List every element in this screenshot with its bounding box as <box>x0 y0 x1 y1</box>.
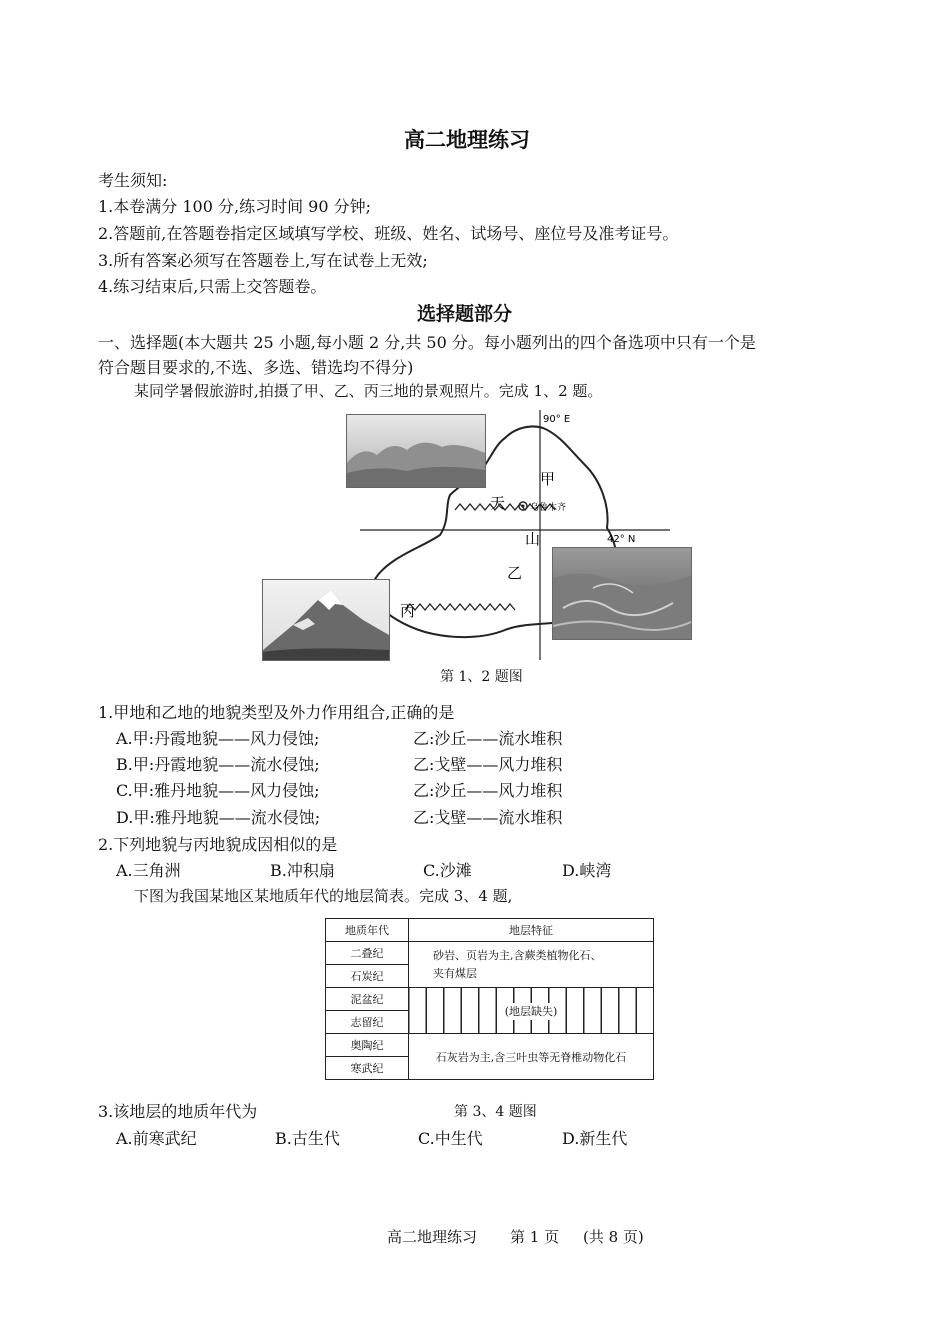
feature-upper <box>409 942 654 988</box>
part-one-line1: 一、选择题(本大题共 25 小题,每小题 2 分,共 50 分。每小题列出的四个备选项中只有一个是 <box>98 333 756 352</box>
lat-label: 42° N <box>607 534 636 545</box>
q1-stem: 1.甲地和乙地的地貌类型及外力作用组合,正确的是 <box>98 703 455 722</box>
header-age: 地质年代 <box>326 919 409 942</box>
map-caption: 第 1、2 题图 <box>440 669 523 685</box>
age-cell: 奥陶纪 <box>326 1034 409 1057</box>
notice-item: 4.练习结束后,只需上交答题卷。 <box>98 277 327 296</box>
intro-3-4: 下图为我国某地区某地质年代的地层简表。完成 3、4 题, <box>134 887 513 905</box>
lon-label: 90° E <box>543 414 571 425</box>
q3-option-c: C.中生代 <box>418 1129 483 1148</box>
q2-stem: 2.下列地貌与丙地貌成因相似的是 <box>98 835 338 854</box>
q1-option-a-left: A.甲:丹霞地貌——风力侵蚀; <box>116 729 320 748</box>
page-title: 高二地理练习 <box>404 128 530 152</box>
notice-item: 3.所有答案必须写在答题卷上,写在试卷上无效; <box>98 251 428 270</box>
photo-yi-dunes <box>552 547 692 640</box>
photo-bing-mountain <box>262 579 390 661</box>
q1-option-c-right: 乙:沙丘——风力堆积 <box>413 781 563 800</box>
table-caption: 第 3、4 题图 <box>454 1104 537 1120</box>
q2-option-b: B.冲积扇 <box>270 861 335 880</box>
q1-option-d-right: 乙:戈壁——流水堆积 <box>413 808 563 827</box>
notice-item: 1.本卷满分 100 分,练习时间 90 分钟; <box>98 197 371 216</box>
q3-stem: 3.该地层的地质年代为 <box>98 1102 258 1121</box>
feature-missing <box>409 988 654 1034</box>
label-tian: 天 <box>490 494 506 512</box>
footer-name: 高二地理练习 <box>387 1228 478 1246</box>
notice-item: 2.答题前,在答题卷指定区域填写学校、班级、姓名、试场号、座位号及准考证号。 <box>98 224 679 243</box>
section-title: 选择题部分 <box>417 303 513 325</box>
q2-option-a: A.三角洲 <box>116 861 181 880</box>
q1-option-b-left: B.甲:丹霞地貌——流水侵蚀; <box>116 755 320 774</box>
notice-heading: 考生须知: <box>98 171 168 190</box>
footer-page: 第 1 页 <box>510 1228 560 1246</box>
feature-upper-line2: 夹有煤层 <box>433 966 477 980</box>
age-cell: 志留纪 <box>326 1011 409 1034</box>
intro-1-2: 某同学暑假旅游时,拍摄了甲、乙、丙三地的景观照片。完成 1、2 题。 <box>134 382 603 400</box>
label-yi: 乙 <box>507 564 523 582</box>
label-shan: 山 <box>525 530 541 548</box>
kunlun-range <box>405 604 515 610</box>
strata-table <box>325 918 654 1080</box>
photo-jia-yardang <box>346 414 486 488</box>
part-one-line2: 符合题目要求的,不选、多选、错选均不得分) <box>98 358 414 377</box>
q3-option-b: B.古生代 <box>275 1129 340 1148</box>
q1-option-c-left: C.甲:雅丹地貌——风力侵蚀; <box>116 781 320 800</box>
q1-option-a-right: 乙:沙丘——流水堆积 <box>413 729 563 748</box>
footer-total: (共 8 页) <box>583 1228 644 1246</box>
label-bing: 丙 <box>400 602 416 620</box>
q2-option-c: C.沙滩 <box>423 861 472 880</box>
q1-option-b-right: 乙:戈壁——风力堆积 <box>413 755 563 774</box>
city-label: 乌鲁木齐 <box>530 503 567 513</box>
feature-missing-label: (地层缺失) <box>502 1003 561 1020</box>
q3-option-a: A.前寒武纪 <box>116 1129 197 1148</box>
q3-option-d: D.新生代 <box>562 1129 628 1148</box>
feature-upper-line1: 砂岩、页岩为主,含蕨类植物化石、 <box>433 948 602 962</box>
feature-lower: 石灰岩为主,含三叶虫等无脊椎动物化石 <box>409 1034 654 1080</box>
q2-option-d: D.峡湾 <box>562 861 612 880</box>
label-jia: 甲 <box>540 470 556 488</box>
age-cell: 二叠纪 <box>326 942 409 965</box>
header-feature: 地层特征 <box>409 919 654 942</box>
q1-option-d-left: D.甲:雅丹地貌——流水侵蚀; <box>116 808 321 827</box>
age-cell: 泥盆纪 <box>326 988 409 1011</box>
age-cell: 石炭纪 <box>326 965 409 988</box>
age-cell: 寒武纪 <box>326 1057 409 1080</box>
